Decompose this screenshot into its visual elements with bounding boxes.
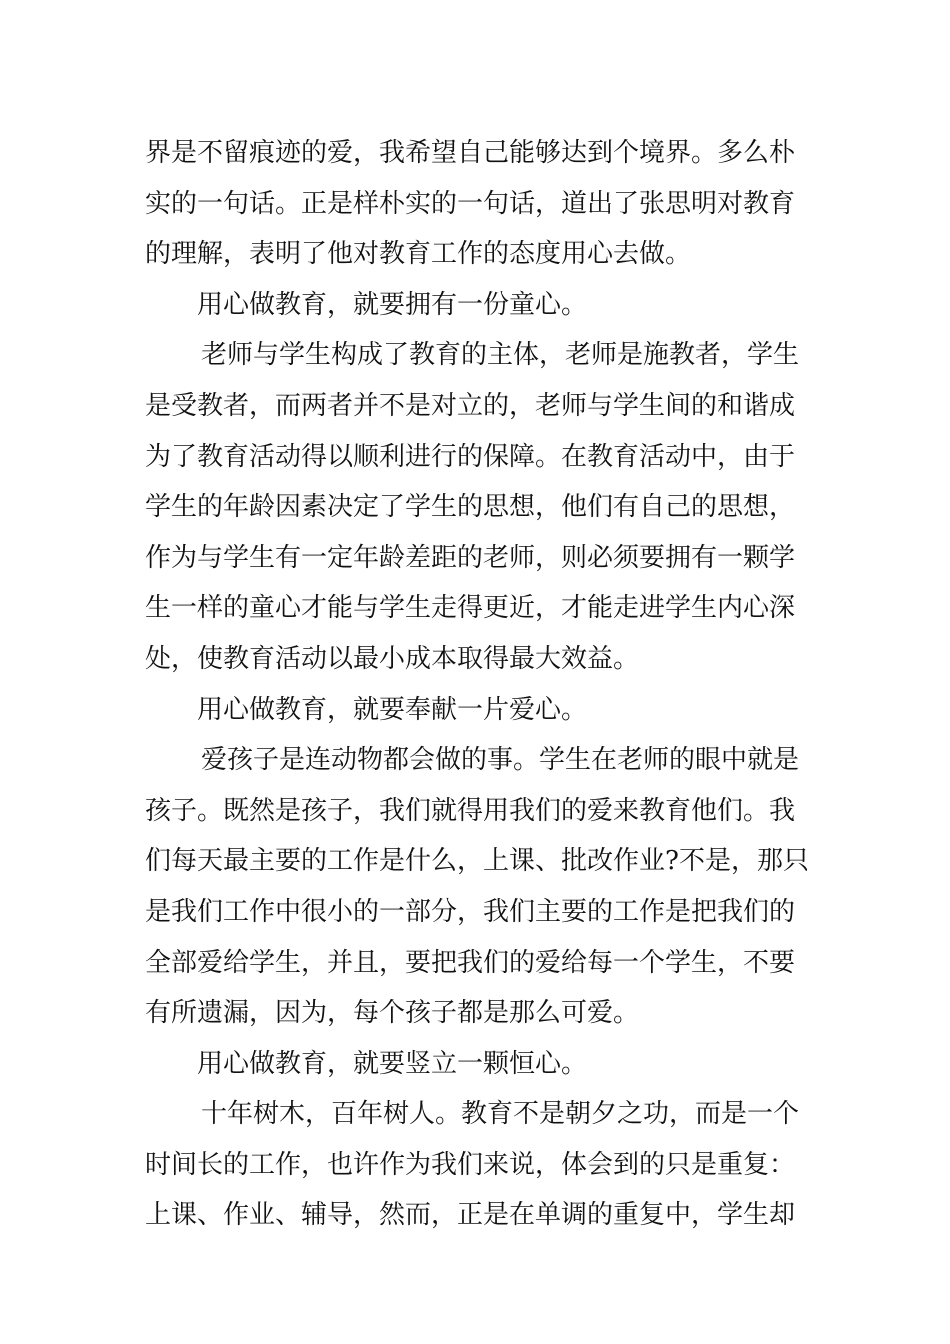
text-line: 为了教育活动得以顺利进行的保障。在教育活动中，由于 <box>145 441 796 472</box>
section-heading: 用心做教育，就要竖立一颗恒心。 <box>197 1048 588 1079</box>
body-text <box>145 128 810 1241</box>
paragraph-first-line: 老师与学生构成了教育的主体，老师是施教者，学生 <box>201 340 800 371</box>
text-line: 是我们工作中很小的一部分，我们主要的工作是把我们的 <box>145 896 796 927</box>
text-line: 学生的年龄因素决定了学生的思想，他们有自己的思想， <box>145 492 796 523</box>
text-line: 实的一句话。正是样朴实的一句话，道出了张思明对教育 <box>145 188 796 219</box>
text-line: 处，使教育活动以最小成本取得最大效益。 <box>145 643 640 674</box>
text-line: 生一样的童心才能与学生走得更近，才能走进学生内心深 <box>145 593 796 624</box>
text-line: 们每天最主要的工作是什么，上课、批改作业?不是，那只 <box>145 846 809 877</box>
paragraph-first-line: 爱孩子是连动物都会做的事。学生在老师的眼中就是 <box>201 745 800 776</box>
text-line: 界是不留痕迹的爱，我希望自己能够达到个境界。多么朴 <box>145 138 796 168</box>
text-line: 有所遗漏，因为，每个孩子都是那么可爱。 <box>145 998 640 1029</box>
text-line: 作为与学生有一定年龄差距的老师，则必须要拥有一颗学 <box>145 542 796 573</box>
text-line: 时间长的工作，也许作为我们来说，体会到的只是重复： <box>145 1149 796 1180</box>
text-line: 全部爱给学生，并且，要把我们的爱给每一个学生，不要 <box>145 947 796 978</box>
text-line: 孩子。既然是孩子，我们就得用我们的爱来教育他们。我 <box>145 795 796 826</box>
section-heading: 用心做教育，就要拥有一份童心。 <box>197 289 588 320</box>
text-line: 的理解，表明了他对教育工作的态度用心去做。 <box>145 239 692 270</box>
text-line: 是受教者，而两者并不是对立的，老师与学生间的和谐成 <box>145 390 796 421</box>
section-heading: 用心做教育，就要奉献一片爱心。 <box>197 694 588 725</box>
paragraph-first-line: 十年树木，百年树人。教育不是朝夕之功，而是一个 <box>201 1099 800 1130</box>
text-line: 上课、作业、辅导，然而，正是在单调的重复中，学生却 <box>145 1200 796 1231</box>
